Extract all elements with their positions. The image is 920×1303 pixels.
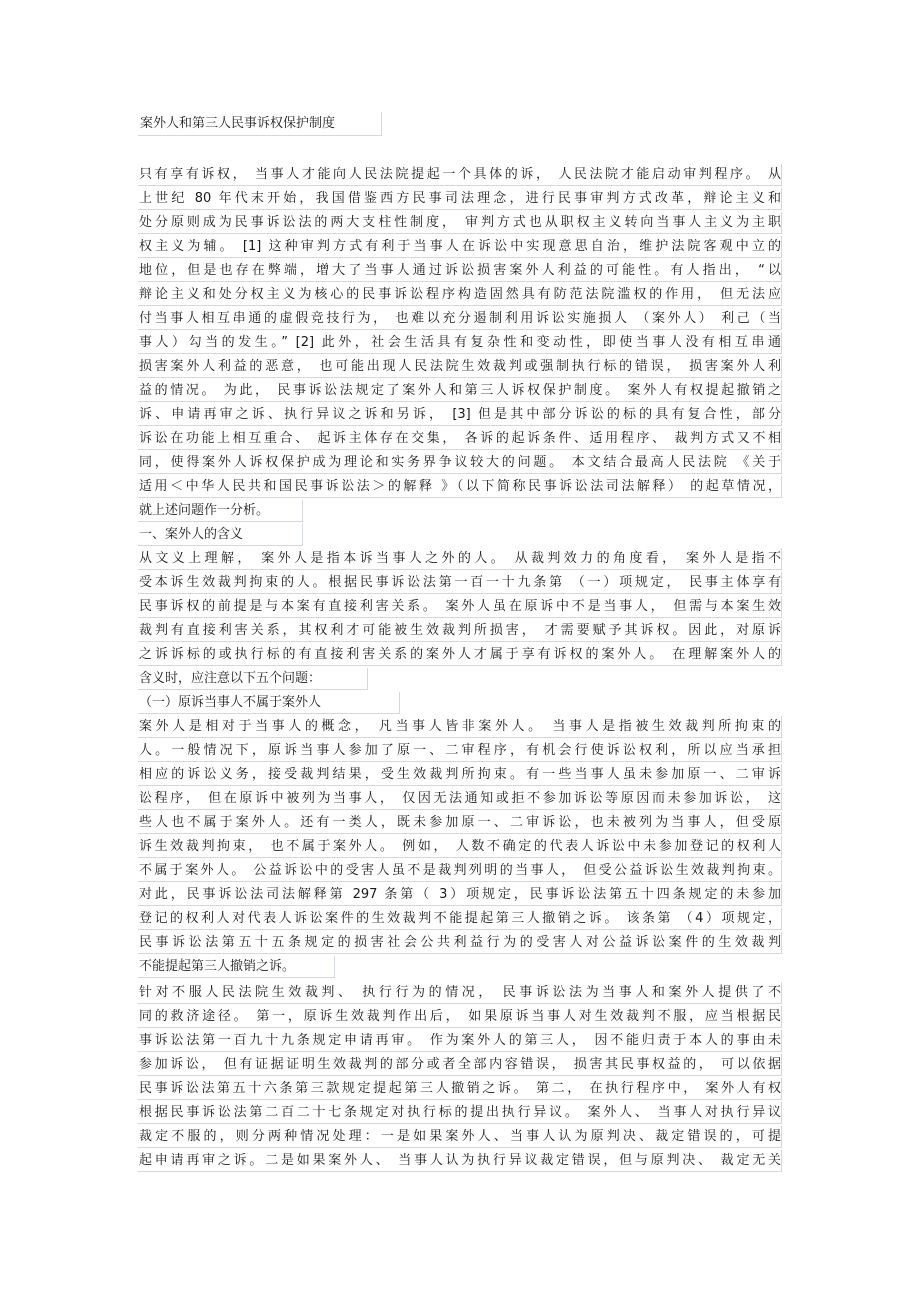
text-line: 地位，但是也存在弊端，增大了当事人通过诉讼损害案外人利益的可能性。有人指出， “以 [138, 260, 782, 282]
text-line: 不属于案外人。 公益诉讼中的受害人虽不是裁判列明的当事人， 但受公益诉讼生效裁判拘束。 [138, 860, 782, 882]
text-line: 民事诉讼法第五十六条第三款规定提起第三人撤销之诉。 第二， 在执行程序中， 案外人有权 [138, 1078, 782, 1100]
text-line: 同的救济途径。 第一，原诉生效裁判作出后， 如果原诉当事人对生效裁判不服，应当根据民 [138, 1006, 782, 1028]
text-line: 诉讼在功能上相互重合、 起诉主体存在交集， 各诉的起诉条件、适用程序、 裁判方式又不相 [138, 428, 782, 450]
text-line: 上世纪 80 年代末开始，我国借鉴西方民事司法理念，进行民事审判方式改革，辩论主义和 [138, 188, 782, 210]
text-line: 就上述问题作一分析。 [138, 500, 303, 522]
text-line: 益的情况。 为此， 民事诉讼法规定了案外人和第三人诉权保护制度。 案外人有权提起撤销之 [138, 380, 782, 402]
text-line: 些人也不属于案外人。还有一类人，既未参加原一、二审诉讼，也未被列为当事人，但受原 [138, 812, 782, 834]
text-line: 付当事人相互串通的虚假竞技行为， 也难以充分遏制利用诉讼实施损人 （案外人） 利己（当 [138, 308, 782, 330]
text-line: 辩论主义和处分权主义为核心的民事诉讼程序构造固然具有防范法院滥权的作用， 但无法应 [138, 284, 782, 306]
text-line: 参加诉讼， 但有证据证明生效裁判的部分或者全部内容错误， 损害其民事权益的， 可以依据 [138, 1054, 782, 1076]
text-line: 对此，民事诉讼法司法解释第 297 条第（ 3）项规定，民事诉讼法第五十四条规定的未参加 [138, 884, 782, 906]
text-line: 诉、申请再审之诉、执行异议之诉和另诉， [3] 但是其中部分诉讼的标的具有复合性，部分 [138, 404, 782, 426]
text-line: 从文义上理解， 案外人是指本诉当事人之外的人。 从裁判效力的角度看， 案外人是指不 [138, 548, 782, 570]
text-line: 裁定不服的，则分两种情况处理：一是如果案外人、当事人认为原判决、裁定错误的，可提 [138, 1126, 782, 1148]
text-line: 诉生效裁判拘束， 也不属于案外人。 例如， 人数不确定的代表人诉讼中未参加登记的权利人 [138, 836, 782, 858]
text-line: 一、案外人的含义 [138, 524, 303, 546]
text-line: 起申请再审之诉。二是如果案外人、 当事人认为执行异议裁定错误，但与原判决、 裁定无关 [138, 1150, 782, 1172]
text-line: 损害案外人利益的恶意， 也可能出现人民法院生效裁判或强制执行标的错误， 损害案外人利 [138, 356, 782, 378]
text-line: 人。一般情况下，原诉当事人参加了原一、二审程序，有机会行使诉讼权利，所以应当承担 [138, 740, 782, 762]
text-line: 事人）勾当的发生。” [2] 此外，社会生活具有复杂性和变动性，即使当事人没有相互串通 [138, 332, 782, 354]
text-line: 讼程序， 但在原诉中被列为当事人， 仅因无法通知或拒不参加诉讼等原因而未参加诉讼， 这 [138, 788, 782, 810]
text-line: 民事诉权的前提是与本案有直接利害关系。 案外人虽在原诉中不是当事人， 但需与本案生效 [138, 596, 782, 618]
text-line: 含义时，应注意以下五个问题： [138, 668, 368, 690]
text-line: 案外人是相对于当事人的概念， 凡当事人皆非案外人。 当事人是指被生效裁判所拘束的 [138, 716, 782, 738]
text-line: 相应的诉讼义务，接受裁判结果，受生效裁判所拘束。有一些当事人虽未参加原一、二审诉 [138, 764, 782, 786]
text-line: 只有享有诉权， 当事人才能向人民法院提起一个具体的诉， 人民法院才能启动审判程序。 从 [138, 164, 782, 186]
text-line: 事诉讼法第一百九十九条规定申请再审。 作为案外人的第三人， 因不能归责于本人的事由未 [138, 1030, 782, 1052]
text-line: 权主义为辅。 [1] 这种审判方式有利于当事人在诉讼中实现意思自治，维护法院客观中立的 [138, 236, 782, 258]
document-title: 案外人和第三人民事诉权保护制度 [138, 112, 382, 136]
text-line: 适用＜中华人民共和国民事诉讼法＞的解释 》（以下简称民事诉讼法司法解释） 的起草情况， [138, 476, 782, 498]
text-line: 民事诉讼法第五十五条规定的损害社会公共利益行为的受害人对公益诉讼案件的生效裁判 [138, 932, 782, 954]
text-line: 针对不服人民法院生效裁判、 执行行为的情况， 民事诉讼法为当事人和案外人提供了不 [138, 982, 782, 1004]
text-line: 同，使得案外人诉权保护成为理论和实务界争议较大的问题。 本文结合最高人民法院 《关于 [138, 452, 782, 474]
text-line: （一）原诉当事人不属于案外人 [138, 692, 400, 714]
text-line: 之诉诉标的或执行标的有直接利害关系的案外人才属于享有诉权的案外人。 在理解案外人的 [138, 644, 782, 666]
text-line: 根据民事诉讼法第二百二十七条规定对执行标的提出执行异议。 案外人、 当事人对执行异议 [138, 1102, 782, 1124]
text-line: 受本诉生效裁判拘束的人。根据民事诉讼法第一百一十九条第 （一）项规定， 民事主体享有 [138, 572, 782, 594]
text-line: 裁判有直接利害关系，其权利才可能被生效裁判所损害， 才需要赋予其诉权。因此，对原诉 [138, 620, 782, 642]
text-line: 处分原则成为民事诉讼法的两大支柱性制度， 审判方式也从职权主义转向当事人主义为主职 [138, 212, 782, 234]
text-line: 登记的权利人对代表人诉讼案件的生效裁判不能提起第三人撤销之诉。 该条第 （4）项规定， [138, 908, 782, 930]
text-line: 不能提起第三人撤销之诉。 [138, 956, 335, 978]
